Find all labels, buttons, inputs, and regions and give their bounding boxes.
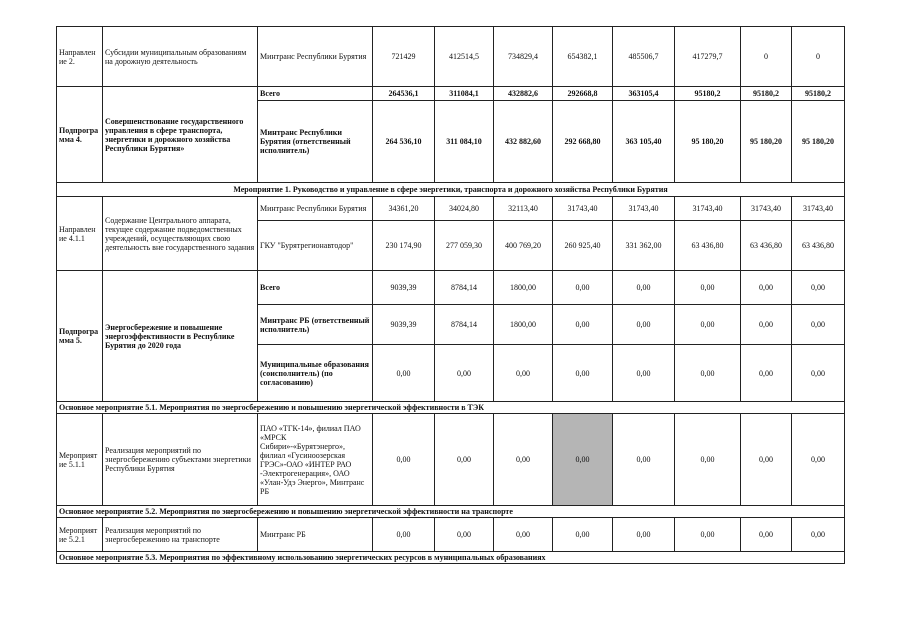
value-cell: 0,00 [435, 345, 494, 402]
value-cell: 32113,40 [494, 197, 553, 221]
table-row-podp5-total [57, 271, 845, 305]
value-cell: 0,00 [613, 305, 675, 345]
value-cell: 0,00 [494, 345, 553, 402]
value-cell: 0,00 [675, 518, 741, 552]
value-cell: 485506,7 [613, 27, 675, 87]
value-cell: 0,00 [741, 305, 792, 345]
row-code: Направлен ие 4.1.1 [57, 197, 103, 271]
value-cell: 95180,2 [741, 87, 792, 101]
row-executor: ПАО «ТГК-14», филиал ПАО «МРСК Сибири»-«Бурятэнерго», филиал «Гусиноозерская ГРЭС»-ОАО «ИНТЕР РАО -Электрогенерация», ОАО «Улан-Удэ Энерго», Минтранс РБ [258, 414, 373, 506]
row-coexecutor: Муниципальные образования (соисполнитель) (по согласованию) [258, 345, 373, 402]
row-title: Реализация мероприятий по энергосбережению субъектами энергетики Республики Бурятия [103, 414, 258, 506]
value-cell: 1800,00 [494, 271, 553, 305]
table-row-section [57, 506, 845, 518]
value-cell: 417279,7 [675, 27, 741, 87]
value-cell: 31743,40 [741, 197, 792, 221]
value-cell: 0,00 [741, 271, 792, 305]
value-cell: 363105,4 [613, 87, 675, 101]
row-executor: Минтранс Республики Бурятия [258, 27, 373, 87]
value-cell: 432 882,60 [494, 101, 553, 183]
value-cell: 260 925,40 [553, 221, 613, 271]
table-row-section [57, 402, 845, 414]
value-cell: 0,00 [675, 271, 741, 305]
value-cell: 264536,1 [373, 87, 435, 101]
section-heading: Основное мероприятие 5.2. Мероприятия по энергосбережению и повышению энергетической эффективности на транспорте [57, 506, 845, 518]
value-cell: 0,00 [613, 414, 675, 506]
row-title: Энергосбережение и повышение энергоэффективности в Республике Бурятия до 2020 года [103, 271, 258, 402]
value-cell: 0,00 [435, 414, 494, 506]
row-executor: Минтранс Республики Бурятия [258, 197, 373, 221]
row-code: Подпрогра мма 4. [57, 87, 103, 183]
value-cell: 31743,40 [675, 197, 741, 221]
value-cell: 0,00 [675, 305, 741, 345]
value-cell: 0,00 [435, 518, 494, 552]
row-title: Совершенствование государственного управления в сфере транспорта, энергетики и дорожного хозяйства Республики Бурятия» [103, 87, 258, 183]
value-cell: 412514,5 [435, 27, 494, 87]
value-cell: 63 436,80 [792, 221, 845, 271]
row-code: Направлен ие 2. [57, 27, 103, 87]
value-cell: 0,00 [553, 305, 613, 345]
value-cell: 721429 [373, 27, 435, 87]
row-code: Мероприят ие 5.2.1 [57, 518, 103, 552]
section-heading: Основное мероприятие 5.3. Мероприятия по эффективному использованию энергетических ресурсов в муниципальных образованиях [57, 552, 845, 564]
value-cell: 31743,40 [613, 197, 675, 221]
table-row-section [57, 183, 845, 197]
value-cell: 1800,00 [494, 305, 553, 345]
table-row-m511 [57, 414, 845, 506]
value-cell: 0,00 [373, 345, 435, 402]
value-cell: 0,00 [741, 518, 792, 552]
value-cell: 734829,4 [494, 27, 553, 87]
value-cell: 95180,2 [675, 87, 741, 101]
value-cell: 0,00 [792, 345, 845, 402]
value-cell: 0,00 [494, 414, 553, 506]
table-row-section [57, 552, 845, 564]
value-cell: 0,00 [792, 271, 845, 305]
row-executor: Минтранс Республики Бурятия (ответственный исполнитель) [258, 101, 373, 183]
value-cell: 0,00 [792, 518, 845, 552]
section-heading: Основное мероприятие 5.1. Мероприятия по энергосбережению и повышению энергетической эффективности в ТЭК [57, 402, 845, 414]
value-cell: 0,00 [613, 518, 675, 552]
table-row-m521 [57, 518, 845, 552]
value-cell: 0,00 [373, 518, 435, 552]
value-cell: 400 769,20 [494, 221, 553, 271]
row-code: Подпрогра мма 5. [57, 271, 103, 402]
row-executor: Минтранс РБ [258, 518, 373, 552]
value-cell: 8784,14 [435, 271, 494, 305]
row-executor: ГКУ "Бурятрегионавтодор" [258, 221, 373, 271]
value-cell: 331 362,00 [613, 221, 675, 271]
total-label: Всего [258, 271, 373, 305]
value-cell: 9039,39 [373, 271, 435, 305]
row-title: Реализация мероприятий по энергосбережению на транспорте [103, 518, 258, 552]
section-heading: Мероприятие 1. Руководство и управление в сфере энергетики, транспорта и дорожного хозяйства Республики Бурятия [57, 183, 845, 197]
value-cell: 9039,39 [373, 305, 435, 345]
value-cell: 292668,8 [553, 87, 613, 101]
value-cell: 277 059,30 [435, 221, 494, 271]
value-cell-highlighted: 0,00 [553, 414, 613, 506]
value-cell: 31743,40 [792, 197, 845, 221]
value-cell: 0,00 [792, 305, 845, 345]
value-cell: 34024,80 [435, 197, 494, 221]
value-cell: 363 105,40 [613, 101, 675, 183]
value-cell: 230 174,90 [373, 221, 435, 271]
table-row-napr411-1 [57, 197, 845, 221]
value-cell: 0,00 [675, 345, 741, 402]
value-cell: 95 180,20 [675, 101, 741, 183]
value-cell: 0,00 [741, 414, 792, 506]
value-cell: 264 536,10 [373, 101, 435, 183]
value-cell: 0,00 [553, 518, 613, 552]
budget-table [56, 26, 845, 564]
value-cell: 0,00 [613, 345, 675, 402]
value-cell: 95 180,20 [741, 101, 792, 183]
value-cell: 0,00 [613, 271, 675, 305]
value-cell: 432882,6 [494, 87, 553, 101]
value-cell: 311084,1 [435, 87, 494, 101]
value-cell: 95 180,20 [792, 101, 845, 183]
value-cell: 63 436,80 [675, 221, 741, 271]
value-cell: 95180,2 [792, 87, 845, 101]
value-cell: 0,00 [675, 414, 741, 506]
value-cell: 63 436,80 [741, 221, 792, 271]
table-row-napr2 [57, 27, 845, 87]
value-cell: 654382,1 [553, 27, 613, 87]
value-cell: 34361,20 [373, 197, 435, 221]
value-cell: 0,00 [494, 518, 553, 552]
value-cell: 0,00 [792, 414, 845, 506]
value-cell: 31743,40 [553, 197, 613, 221]
value-cell: 311 084,10 [435, 101, 494, 183]
value-cell: 292 668,80 [553, 101, 613, 183]
value-cell: 8784,14 [435, 305, 494, 345]
row-executor: Минтранс РБ (ответственный исполнитель) [258, 305, 373, 345]
value-cell: 0,00 [373, 414, 435, 506]
row-code: Мероприят ие 5.1.1 [57, 414, 103, 506]
value-cell: 0,00 [553, 345, 613, 402]
value-cell: 0,00 [741, 345, 792, 402]
value-cell: 0 [741, 27, 792, 87]
row-title: Содержание Центрального аппарата, текущее содержание подведомственных учреждений, осуществляющих свою деятельность вне государственного задания [103, 197, 258, 271]
row-title: Субсидии муниципальным образованиям на дорожную деятельность [103, 27, 258, 87]
value-cell: 0,00 [553, 271, 613, 305]
value-cell: 0 [792, 27, 845, 87]
total-label: Всего [258, 87, 373, 101]
table-row-podp4-total [57, 87, 845, 101]
